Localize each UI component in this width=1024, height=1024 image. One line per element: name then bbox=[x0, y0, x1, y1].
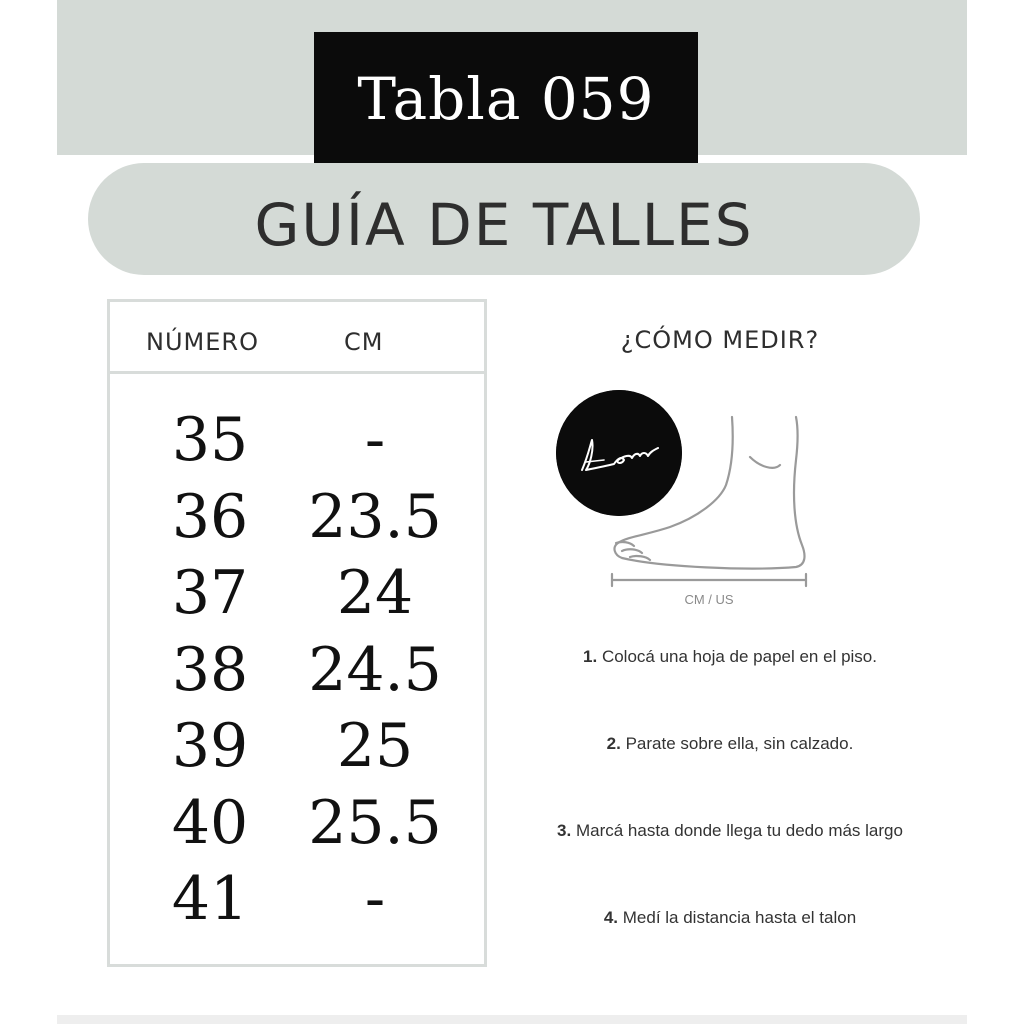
cell-numero: 40 bbox=[171, 787, 249, 858]
instruction-step bbox=[500, 734, 960, 754]
table-row bbox=[110, 785, 484, 862]
cell-numero: 41 bbox=[171, 864, 249, 934]
column-header-numero: NÚMERO bbox=[146, 328, 259, 356]
cell-numero: 39 bbox=[171, 711, 249, 781]
cell-numero: 38 bbox=[171, 634, 249, 705]
column-header-cm: CM bbox=[344, 328, 384, 356]
table-body bbox=[110, 402, 484, 938]
table-header bbox=[110, 302, 484, 374]
size-table bbox=[107, 299, 487, 967]
page-title: Tabla 059 bbox=[357, 65, 655, 133]
table-row bbox=[110, 861, 484, 938]
how-to-title: ¿CÓMO MEDIR? bbox=[620, 326, 820, 354]
step-text: Colocá una hoja de papel en el piso. bbox=[601, 647, 877, 666]
cell-cm: - bbox=[364, 405, 386, 475]
bottom-band bbox=[57, 1015, 967, 1024]
cell-numero: 37 bbox=[171, 558, 249, 628]
banner-heading: GUÍA DE TALLES bbox=[254, 191, 754, 259]
step-number: 1. bbox=[583, 647, 598, 666]
title-box bbox=[314, 32, 698, 166]
instruction-step bbox=[500, 908, 960, 928]
instruction-step bbox=[500, 647, 960, 667]
cell-numero: 36 bbox=[171, 481, 249, 552]
cell-cm: 24 bbox=[336, 558, 414, 628]
step-number: 4. bbox=[603, 908, 619, 927]
cell-cm: 25 bbox=[336, 711, 414, 781]
step-text: Marcá hasta donde llega tu dedo más largo bbox=[575, 821, 903, 840]
cell-numero: 35 bbox=[171, 405, 249, 475]
step-number: 3. bbox=[557, 821, 572, 840]
cell-cm: 24.5 bbox=[308, 634, 442, 705]
step-number: 2. bbox=[606, 734, 621, 753]
table-row bbox=[110, 708, 484, 785]
table-row bbox=[110, 479, 484, 556]
cell-cm: - bbox=[364, 864, 386, 934]
table-row bbox=[110, 402, 484, 479]
cell-cm: 23.5 bbox=[308, 481, 442, 552]
table-row bbox=[110, 632, 484, 709]
measure-caption: CM / US bbox=[684, 592, 734, 607]
signature-logo-icon bbox=[556, 390, 682, 516]
cell-cm: 25.5 bbox=[308, 787, 442, 858]
table-row bbox=[110, 555, 484, 632]
step-text: Parate sobre ella, sin calzado. bbox=[625, 734, 854, 753]
step-text: Medí la distancia hasta el talon bbox=[622, 908, 857, 927]
instruction-step bbox=[500, 821, 960, 841]
heading-banner bbox=[88, 163, 920, 275]
